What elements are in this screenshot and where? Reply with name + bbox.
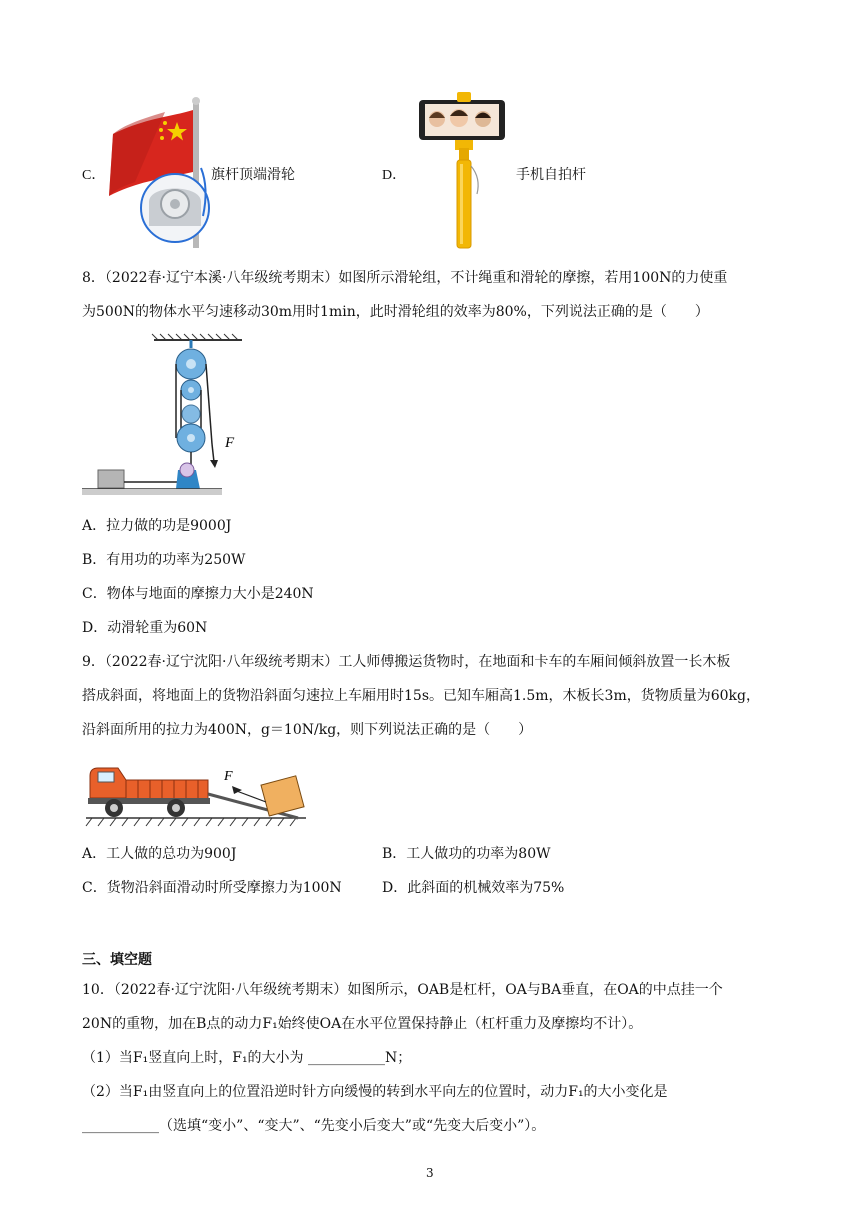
q8-option-d: D．动滑轮重为60N (82, 620, 208, 636)
q10-stem-line2: 20N的重物，加在B点的动力F₁始终使OA在水平位置保持静止（杠杆重力及摩擦均不计）。 (82, 1016, 643, 1032)
q9-option-c: C．货物沿斜面滑动时所受摩擦力为100N (82, 880, 342, 896)
selfie-stick-image (415, 90, 515, 250)
pulley-force-label: F (225, 435, 235, 451)
q9-option-d: D．此斜面的机械效率为75% (382, 880, 565, 896)
q9-stem-line3: 沿斜面所用的拉力为400N，g＝10N/kg，则下列说法正确的是（ ） (82, 722, 533, 738)
q10-stem-line1: 10．（2022春·辽宁沈阳·八年级统考期末）如图所示，OAB是杠杆，OA与BA垂直，在OA的中点挂一个 (82, 982, 723, 998)
q9-option-a: A．工人做的总功为900J (82, 846, 237, 862)
section-title-fill-blank: 三、填空题 (82, 952, 152, 968)
q8-option-a: A．拉力做的功是9000J (82, 518, 232, 534)
q8-stem-line2: 为500N的物体水平匀速移动30m用时1min，此时滑轮组的效率为80%，下列说法正确的是（ ） (82, 304, 709, 320)
option-c-caption: 旗杆顶端滑轮 (211, 167, 295, 183)
pulley-system-figure (82, 334, 252, 504)
slope-force-label: F (224, 769, 233, 784)
q10-sub1: （1）当F₁竖直向上时，F₁的大小为 ___________N； (82, 1050, 412, 1066)
q10-sub2-continuation: ___________（选填“变小”、“变大”、“先变小后变大”或“先变大后变小”）。 (82, 1118, 546, 1134)
flagpole-pulley-image (105, 98, 215, 248)
truck-slope-figure (84, 758, 314, 828)
page-number: 3 (426, 1166, 434, 1180)
option-c-letter: C． (82, 168, 106, 183)
q8-stem-line1: 8．（2022春·辽宁本溪·八年级统考期末）如图所示滑轮组，不计绳重和滑轮的摩擦，若用100N的力使重 (82, 270, 728, 286)
q10-sub2: （2）当F₁由竖直向上的位置沿逆时针方向缓慢的转到水平向左的位置时，动力F₁的大小变化是 (82, 1084, 668, 1100)
q8-option-c: C．物体与地面的摩擦力大小是240N (82, 586, 314, 602)
option-d-letter: D． (382, 168, 407, 183)
q9-stem-line1: 9．（2022春·辽宁沈阳·八年级统考期末）工人师傅搬运货物时，在地面和卡车的车厢间倾斜放置一长木板 (82, 654, 731, 670)
q8-option-b: B．有用功的功率为250W (82, 552, 246, 568)
q9-stem-line2: 搭成斜面，将地面上的货物沿斜面匀速拉上车厢用时15s。已知车厢高1.5m，木板长3m，货物质量为60kg， (82, 688, 760, 704)
option-d-caption: 手机自拍杆 (516, 167, 586, 183)
q9-option-b: B．工人做功的功率为80W (382, 846, 551, 862)
